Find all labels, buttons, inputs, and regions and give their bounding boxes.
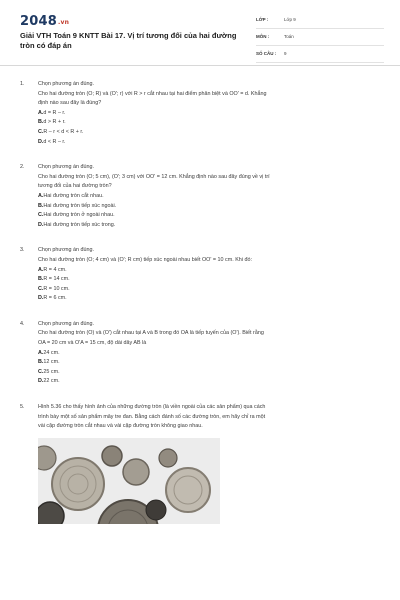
question-list xyxy=(20,80,382,524)
question-text: Chọn phương án đúng. xyxy=(38,247,95,254)
logo-text: 2048 xyxy=(20,14,57,29)
baskets-illustration xyxy=(38,438,220,524)
question-text: Cho hai đường tròn (O; R) và (O'; r) với R > r cắt nhau tại hai điểm phân biệt và OO' = d. Khẳng xyxy=(38,90,267,97)
question-text: Cho hai đường tròn (O; 5 cm), (O'; 3 cm) với OO' = 12 cm. Khẳng định nào sau đây đúng về vị trí xyxy=(38,173,270,180)
question-text: Cho hai đường tròn (O; 4 cm) và (O'; R cm) tiếp xúc ngoài nhau biết OO' = 10 cm. Khi đó: xyxy=(38,256,252,263)
question-number: 1. xyxy=(20,81,25,87)
question-text: Chọn phương án đúng. xyxy=(38,81,95,87)
answer-option-b[interactable]: B.12 cm. xyxy=(38,359,60,366)
meta-value: Toán xyxy=(284,34,294,39)
site-logo[interactable] xyxy=(20,14,69,29)
question-3 xyxy=(20,246,382,304)
page-header xyxy=(0,0,400,66)
question-text: tương đối của hai đường tròn? xyxy=(38,183,112,190)
answer-option-d[interactable]: D.R = 6 cm. xyxy=(38,295,67,302)
question-text: vài cặp đường tròn cắt nhau và vài cặp đường tròn không giao nhau. xyxy=(38,423,203,430)
meta-label: MÔN : xyxy=(256,34,270,39)
meta-row-count xyxy=(256,50,384,63)
page-title: Giải VTH Toán 9 KNTT Bài 17. Vị trí tương đối của hai đường tròn có đáp án xyxy=(20,31,237,50)
answer-option-d[interactable]: D.d < R – r. xyxy=(38,138,66,145)
meta-value: 9 xyxy=(284,51,287,56)
logo-suffix: .vn xyxy=(57,19,70,26)
question-text: Chọn phương án đúng. xyxy=(38,320,95,327)
question-text: trình bày một số sản phẩm mây tre đan. Bằng cách đánh số các đường tròn, em hãy chỉ ra một xyxy=(38,413,266,420)
meta-row-class xyxy=(256,16,384,29)
meta-label: SỐ CÂU : xyxy=(256,51,277,56)
answer-option-b[interactable]: B.Hai đường tròn tiếp xúc ngoài. xyxy=(38,202,117,209)
woven-baskets-photo xyxy=(38,438,220,524)
answer-option-a[interactable]: A.R = 4 cm. xyxy=(38,266,67,273)
question-text: Chọn phương án đúng. xyxy=(38,164,95,171)
answer-option-c[interactable]: C.Hai đường tròn ở ngoài nhau. xyxy=(38,212,115,219)
question-number: 3. xyxy=(20,247,25,254)
question-text: định nào sau đây là đúng? xyxy=(38,100,102,107)
question-number: 4. xyxy=(20,320,25,327)
question-number: 2. xyxy=(20,164,25,171)
answer-option-d[interactable]: D.22 cm. xyxy=(38,378,60,385)
answer-option-b[interactable]: B.R = 14 cm. xyxy=(38,276,70,283)
meta-row-subject xyxy=(256,33,384,46)
answer-option-a[interactable]: A.d = R – r. xyxy=(38,109,66,116)
question-text: OA = 20 cm và O'A = 15 cm, độ dài dây AB là xyxy=(38,340,147,347)
answer-option-a[interactable]: A.24 cm. xyxy=(38,349,60,356)
answer-option-c[interactable]: C.R – r < d < R + r. xyxy=(38,128,84,135)
meta-value: Lớp 9 xyxy=(284,17,296,22)
answer-option-c[interactable]: C.25 cm. xyxy=(38,368,60,375)
question-text: Cho hai đường tròn (O) và (O') cắt nhau tại A và B trong đó OA là tiếp tuyến của (O'). Biết rằng xyxy=(38,330,264,337)
answer-option-c[interactable]: C.R = 10 cm. xyxy=(38,285,70,292)
answer-option-d[interactable]: D.Hai đường tròn tiếp xúc trong. xyxy=(38,221,116,228)
question-2 xyxy=(20,163,382,230)
question-number: 5. xyxy=(20,404,25,411)
question-1 xyxy=(20,80,382,147)
question-text: Hình 5.36 cho thấy hình ảnh của những đường tròn (là viền ngoài của các sản phẩm) qua cách xyxy=(38,404,266,411)
answer-option-a[interactable]: A.Hai đường tròn cắt nhau. xyxy=(38,192,104,199)
answer-option-b[interactable]: B.d > R + r. xyxy=(38,119,66,126)
question-5 xyxy=(20,403,382,524)
meta-panel xyxy=(256,16,384,67)
meta-label: LỚP : xyxy=(256,17,269,22)
question-4 xyxy=(20,320,382,387)
